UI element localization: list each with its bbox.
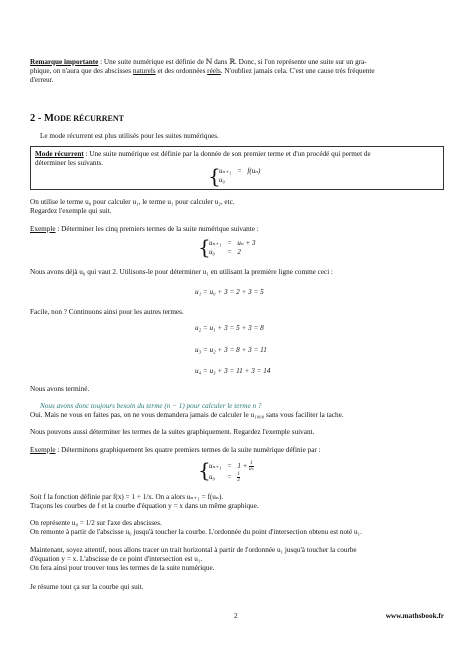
remark-text-2b: et des ordonnées — [155, 67, 208, 75]
ex1-eq2-lhs: u₀ — [209, 248, 215, 256]
ex1-eq1-op: = — [227, 239, 232, 247]
para5-line-1: On représente u₀ = 1/2 sur l'axe des abscisses. — [30, 519, 162, 527]
ex2-eq1-op: = — [227, 462, 232, 470]
remark-reels: réels — [207, 67, 221, 75]
para6-line-1: Maintenant, soyez attentif, nous allons tracer un trait horizontal à partir de l'ordonnée u₁ jusqu'à toucher la courbe — [30, 546, 357, 554]
example2-label: Exemple — [30, 446, 56, 454]
example2-brace: { — [198, 458, 211, 482]
section-number: 2 - — [30, 113, 44, 124]
definition-line-1 — [35, 150, 440, 159]
ex2-eq1-rhs-a: 1 + — [237, 462, 250, 471]
ex1-eq2-rhs: 2 — [237, 248, 241, 256]
remark-naturels: naturels — [132, 67, 156, 75]
para6-line-2: d'équation y = x. L'abscisse de ce point d'intersection est u₁. — [30, 555, 203, 563]
example1-system — [206, 239, 258, 257]
definition-label: Mode récurrent — [35, 150, 84, 158]
definition-box — [30, 146, 444, 190]
ex2-eq2-lhs: u₀ — [209, 473, 215, 481]
calc-u4: u₄ = u₃ + 3 = 11 + 3 = 14 — [195, 367, 271, 375]
example1-text: : Déterminer les cinq premiers termes de la suite numérique suivante : — [55, 225, 259, 233]
footer-url: www.mathsbook.fr — [385, 612, 444, 620]
example2-line — [30, 446, 444, 455]
ex2-eq2-frac-den: 2 — [237, 478, 240, 483]
def-eq1-lhs: uₙ₊₁ — [219, 167, 232, 175]
remark-label: Remarque importante — [30, 58, 99, 66]
page-number: 2 — [234, 612, 238, 620]
remark-text-2c: . N'oubliez jamais cela. C'est une cause très fréquente — [220, 67, 375, 75]
ex2-eq1-frac-num: 1 — [250, 461, 253, 466]
calc-u3: u₃ = u₂ + 3 = 8 + 3 = 11 — [195, 346, 267, 354]
example1-brace: { — [198, 235, 211, 259]
def-eq1-op: = — [237, 167, 242, 175]
definition-text-1: : Une suite numérique est définie par la donnée de son premier terme et d'un procédé qui permet de — [83, 150, 371, 158]
ex2-eq1-frac — [249, 461, 254, 472]
ex1-eq1-rhs: uₙ + 3 — [237, 239, 256, 247]
remark-line-2 — [30, 67, 444, 76]
remark-line-3: d'erreur. — [30, 76, 54, 84]
example2-text: : Déterminons graphiquement les quatre premiers termes de la suite numérique définie par : — [55, 446, 321, 454]
para1-line-2: Regardez l'exemple qui suit. — [30, 207, 112, 215]
answer-text: Oui. Mais ne vous en faites pas, on ne vous demandera jamais de calculer le u₁₀₀₀ sans vous faciliter la tache. — [30, 411, 344, 419]
ex2-eq1-frac-den: uₙ — [249, 467, 254, 472]
section-heading — [30, 113, 124, 124]
ex2-eq2-rhs — [234, 472, 256, 483]
example1-line — [30, 225, 444, 234]
para4-line-2: Traçons les courbes de f et la courbe d'équation y = x dans un même graphique. — [30, 502, 259, 510]
example2-system — [206, 461, 257, 483]
definition-line-2: déterminer les suivants. — [35, 159, 104, 167]
para1-line-1: On utilise le terme u₀ pour calculer u₁, le terme u₁ pour calculer u₂, etc. — [30, 198, 235, 206]
para2: Nous avons déjà u₀ qui vaut 2. Utilisons-le pour déterminer u₁ en utilisant la première ligne comme ceci : — [30, 268, 334, 276]
def-eq1-rhs: f(uₙ) — [247, 167, 261, 175]
question-text: Nous avons donc toujours besoin du terme (n − 1) pour calculer le terme n ? — [40, 402, 262, 410]
ex2-eq2-frac — [237, 472, 240, 483]
example1-label: Exemple — [30, 225, 56, 233]
para5-line-2: On remonte à partir de l'abscisse u₀ jusqu'à toucher la courbe. L'ordonnée du point d'intersection obtenu est noté u₁. — [30, 528, 362, 536]
para3: Facile, non ? Continuons ainsi pour les autres termes. — [30, 308, 184, 316]
definition-brace: { — [208, 164, 221, 188]
para6-line-3: On fera ainsi pour trouver tous les termes de la suite numérique. — [30, 564, 215, 572]
definition-system — [216, 167, 263, 185]
calc-u2: u₂ = u₁ + 3 = 5 + 3 = 8 — [195, 324, 264, 332]
remark-line-1 — [30, 58, 444, 67]
graph-intro: Nous pouvons aussi déterminer les termes de la suites graphiquement. Regardez l'exemple suivant. — [30, 428, 315, 436]
def-eq2-lhs: u₀ — [219, 176, 225, 184]
section-title-initial: M — [44, 113, 54, 124]
para7: Je résume tout ça sur la courbe qui suit. — [30, 583, 144, 591]
calc-u1: u₁ = u₀ + 3 = 2 + 3 = 5 — [195, 288, 264, 296]
remark-text-2a: phique, on n'aura que des abscisses — [30, 67, 133, 75]
ex2-eq1-lhs: uₙ₊₁ — [209, 462, 222, 470]
done-text: Nous avons terminé. — [30, 385, 90, 393]
intro-text: Le mode récurrent est plus utilisés pour les suites numériques. — [40, 132, 219, 140]
ex2-eq1-rhs — [234, 461, 256, 472]
ex2-eq2-op: = — [227, 473, 232, 481]
para4-line-1: Soit f la fonction définie par f(x) = 1 + 1/x. On a alors uₙ₊₁ = f(uₙ). — [30, 493, 224, 501]
ex1-eq1-lhs: uₙ₊₁ — [209, 239, 222, 247]
ex1-eq2-op: = — [227, 248, 232, 256]
remark-text-1: : Une suite numérique est définie de ℕ dans ℝ. Donc, si l'on représente une suite sur un gra- — [98, 58, 367, 66]
ex2-eq2-frac-num: 1 — [237, 472, 240, 477]
section-title-rest: ODE RÉCURRENT — [53, 114, 124, 123]
